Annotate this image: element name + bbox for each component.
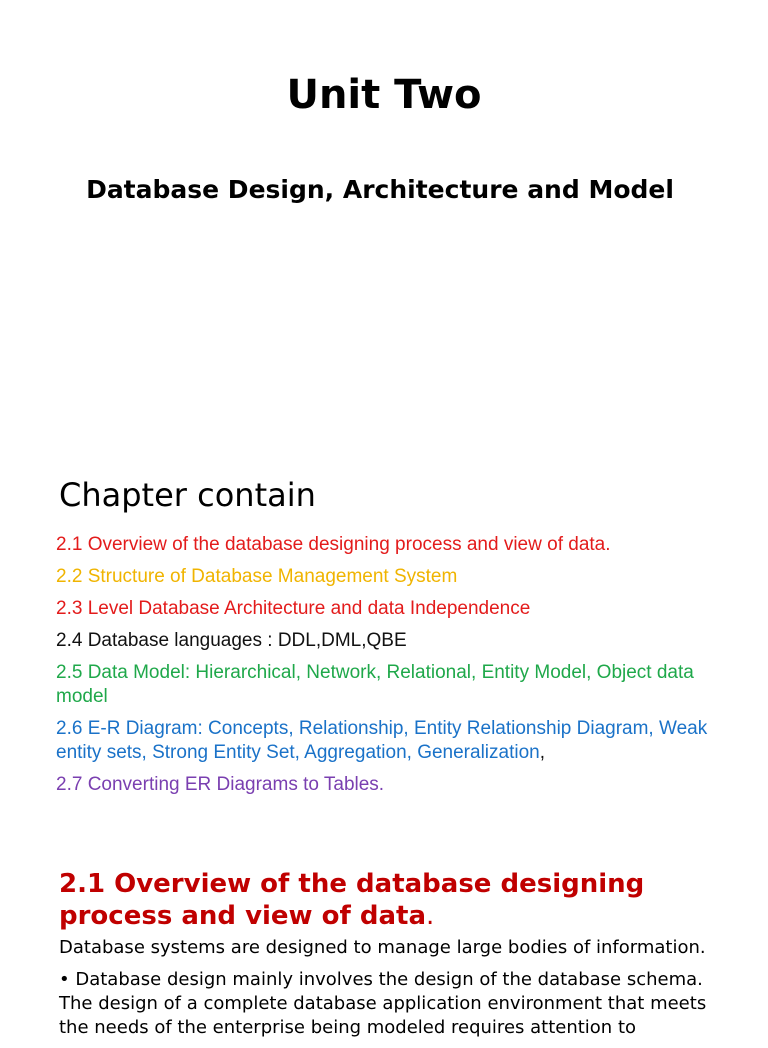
section-heading-suffix: . — [425, 901, 435, 931]
section-body — [59, 936, 719, 1048]
section-heading — [59, 868, 739, 932]
chapter-item-2-3: 2.3 Level Database Architecture and data Independence — [56, 598, 531, 619]
chapter-item-2-7: 2.7 Converting ER Diagrams to Tables. — [56, 774, 385, 795]
section-heading-text: 2.1 Overview of the database designing process and view of data — [59, 869, 645, 931]
chapter-item-2-5: 2.5 Data Model: Hierarchical, Network, Relational, Entity Model, Object data model — [56, 662, 694, 707]
chapter-list — [56, 533, 746, 805]
body-paragraph-2: • Database design mainly involves the design of the database schema. The design of a complete database application environment that meets the needs of the enterprise being modeled requires attention to — [59, 969, 707, 1038]
body-paragraph-1: Database systems are designed to manage large bodies of information. — [59, 937, 706, 958]
chapter-item-2-4: 2.4 Database languages : DDL,DML,QBE — [56, 630, 407, 651]
chapter-item-2-6 — [56, 717, 746, 765]
chapter-item-2-2: 2.2 Structure of Database Management System — [56, 566, 458, 587]
chapter-heading: Chapter contain — [59, 476, 316, 514]
chapter-item-2-1: 2.1 Overview of the database designing process and view of data. — [56, 534, 611, 555]
chapter-item-2-6-text: 2.6 E-R Diagram: Concepts, Relationship, Entity Relationship Diagram, Weak entity sets, Strong Entity Set, Aggregation, Generalization — [56, 718, 708, 763]
page-title: Unit Two — [286, 72, 482, 118]
chapter-item-2-6-suffix: , — [539, 742, 546, 763]
page-subtitle: Database Design, Architecture and Model — [86, 175, 674, 204]
